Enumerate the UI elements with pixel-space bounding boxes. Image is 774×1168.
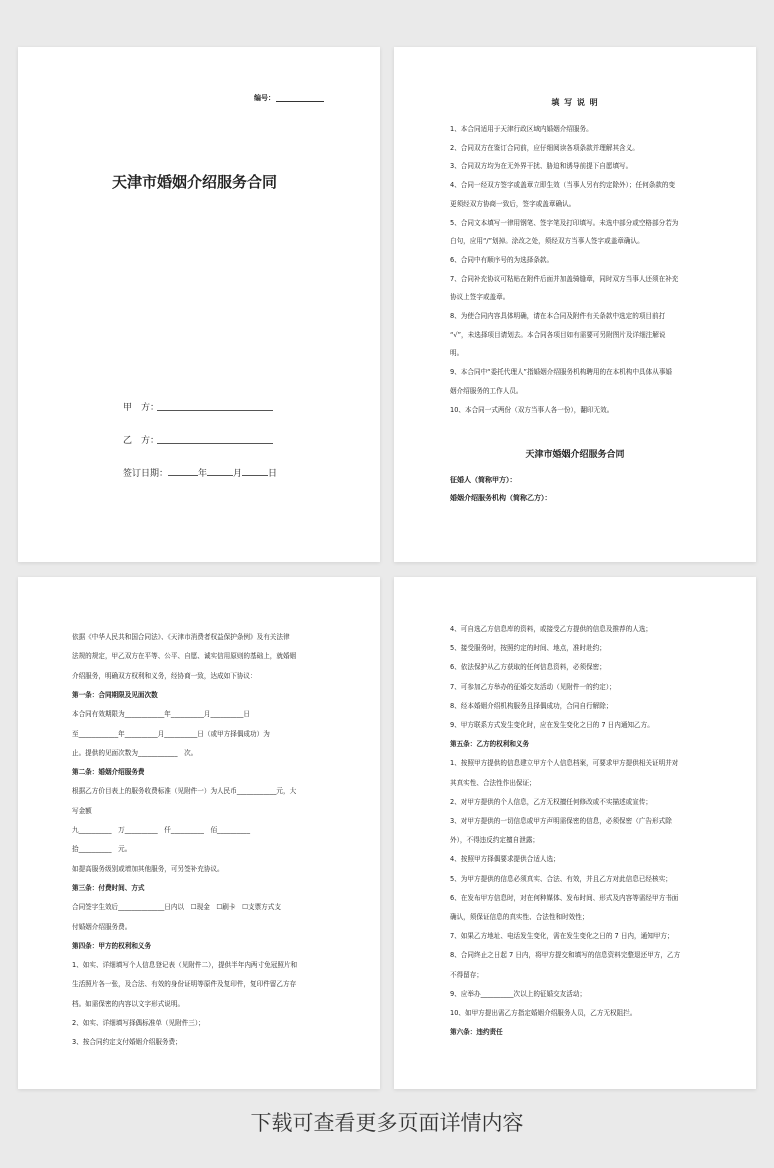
- text-line: 4、按照甲方择偶要求提供合适人选；: [450, 855, 560, 864]
- text-line: 姻介绍服务的工作人员。: [450, 386, 523, 395]
- party-b-line: [157, 443, 273, 444]
- text-line: 4、合同一经双方签字或盖章立即生效（当事人另有约定除外）；任何条款的变: [450, 181, 676, 190]
- instructions-heading: 填 写 说 明: [551, 98, 599, 107]
- text-line: 生活照片各一张，及合法、有效的身份证明等原件及复印件，复印件留乙方存: [72, 980, 297, 989]
- text-line: “√”，未选择项目请划去。本合同各项目如有需要可另附图片及详细注解说: [450, 330, 666, 339]
- text-line: 付婚姻介绍服务费。: [72, 922, 132, 931]
- text-line: 1、如实、详细填写个人信息登记表（见附件二），提供半年内两寸免冠照片和: [72, 961, 298, 970]
- text-line: 根据乙方价目表上的服务收费标准（见附件一）为人民币____________元，大: [72, 787, 297, 796]
- text-line: 其真实性、合法性作出保证；: [450, 778, 536, 787]
- text-line: 8、经本婚姻介绍机构服务且择偶成功，合同自行解除；: [450, 701, 613, 710]
- text-line: 3、按合同约定支付婚姻介绍服务费；: [72, 1038, 182, 1047]
- page-terms-1: [18, 577, 380, 1089]
- text-line: 本合同有效期限为____________年__________月__________日: [72, 710, 251, 719]
- text-line: 不得留存；: [450, 970, 483, 979]
- text-line: 合同签字生效后______________日内以 ☐现金 ☐刷卡 ☐支票方式支: [72, 903, 281, 912]
- month-label: 月: [233, 469, 243, 479]
- year-label: 年: [198, 469, 208, 479]
- clause-heading: 第四条：甲方的权利和义务: [72, 941, 152, 950]
- text-line: 9、甲方联系方式发生变化时，应在发生变化之日的 7 日内通知乙方。: [450, 721, 654, 729]
- contract-number-label: 编号：: [254, 94, 275, 102]
- text-line: 3、对甲方提供的一切信息或甲方声明需保密的信息，必须保密（广告形式除: [450, 817, 672, 825]
- text-line: 4、可自选乙方信息库的资料，或接受乙方提供的信息及推荐的人选；: [450, 625, 653, 633]
- text-line: 7、如果乙方地址、电话发生变化，需在发生变化之日的 7 日内，通知甲方；: [450, 932, 674, 941]
- agency-label: 婚姻介绍服务机构（简称乙方）：: [450, 494, 552, 502]
- text-line: 9、本合同中“委托代理人”指婚姻介绍服务机构聘用的在本机构中具体从事婚: [450, 368, 673, 377]
- page-terms-2: [394, 577, 756, 1089]
- text-line: 8、为使合同内容具体明确，请在本合同及附件有关条款中选定的项目前打: [450, 312, 666, 320]
- text-line: 6、合同中有顺序号的为选择条款。: [450, 255, 554, 264]
- sign-date-label: 签订日期：: [123, 469, 169, 479]
- contract-number-line: [276, 101, 324, 102]
- clause-heading: 第六条：违约责任: [450, 1028, 503, 1037]
- text-line: 6、依法保护从乙方获取的任何信息资料，必须保密；: [450, 663, 606, 672]
- sign-date: [123, 466, 277, 479]
- text-line: 依据《中华人民共和国合同法》、《天津市消费者权益保护条例》及有关法律: [72, 633, 290, 641]
- text-line: 外），不得违反约定擅自泄露；: [450, 836, 540, 845]
- text-line: 10、本合同一式两份（双方当事人各一份），翻印无效。: [450, 405, 614, 414]
- text-line: 5、接受服务时，按照约定的时间、地点，准时赴约；: [450, 644, 606, 653]
- clause-heading: 第二条：婚姻介绍服务费: [72, 768, 145, 777]
- text-line: 介绍服务，明确双方权利和义务，经协商一致，达成如下协议：: [72, 671, 257, 680]
- text-line: 确认，须保证信息的真实性、合法性和时效性；: [450, 913, 589, 921]
- text-line: 1、本合同适用于天津行政区域内婚姻介绍服务。: [450, 125, 593, 133]
- text-line: 2、如实、详细填写择偶标准单（见附件三）；: [72, 1019, 205, 1027]
- day-label: 日: [268, 469, 278, 479]
- party-a-label: 甲 方：: [123, 403, 160, 413]
- text-line: 协议上签字或盖章。: [450, 293, 510, 302]
- text-line: 7、合同补充协议可粘贴在附件后面并加盖骑缝章，同时双方当事人还须在补充: [450, 274, 679, 283]
- party-a-line: [157, 410, 273, 411]
- contract-title: 天津市婚姻介绍服务合同: [525, 450, 625, 460]
- clause-heading: 第一条：合同期限及见面次数: [72, 690, 158, 699]
- text-line: 法规的规定，甲乙双方在平等、公平、自愿、诚实信用原则的基础上，就婚姻: [72, 652, 297, 661]
- text-line: 档。如需保密的内容以文字形式说明。: [72, 999, 185, 1008]
- text-line: 5、合同文本填写一律用钢笔、签字笔及打印填写。未选中部分或空格部分若为: [450, 218, 679, 227]
- text-line: 更须经双方协商一致后，签字或盖章确认。: [450, 199, 576, 208]
- download-more-notice: 下载可查看更多页面详情内容: [250, 1111, 524, 1135]
- text-line: 9、应举办__________次以上的征婚交友活动；: [450, 989, 587, 998]
- text-line: 3、合同双方均为在无外界干扰、胁迫和诱导前提下自愿填写。: [450, 162, 633, 171]
- text-line: 8、合同终止之日起 7 日内，将甲方提交和填写的信息资料完整退还甲方，乙方: [450, 951, 681, 960]
- page-cover: [18, 47, 380, 562]
- text-line: 2、合同双方在鉴订合同前，应仔细阅读各项条款并理解其含义。: [450, 143, 639, 152]
- text-line: 白句，应用“/”划掉。涂改之处，须经双方当事人签字或盖章确认。: [450, 237, 644, 246]
- text-line: 九__________ 万__________ 仟__________ 佰__________: [72, 826, 251, 834]
- cover-title: 天津市婚姻介绍服务合同: [112, 173, 278, 191]
- seeker-label: 征婚人（简称甲方）：: [450, 476, 517, 484]
- text-line: 止。提供的见面次数为____________ 次。: [72, 748, 198, 757]
- text-line: 10、如甲方提出需乙方指定婚姻介绍服务人员，乙方无权阻拦。: [450, 1009, 637, 1017]
- text-line: 明。: [450, 349, 464, 358]
- text-line: 6、在发布甲方信息时，对在何种媒体、发布时间、形式及内容等需经甲方书面: [450, 893, 679, 902]
- page-instructions: [394, 47, 756, 562]
- text-line: 拾__________ 元。: [72, 845, 132, 854]
- text-line: 1、按照甲方提供的信息建立甲方个人信息档案，可要求甲方提供相关证明并对: [450, 759, 679, 768]
- text-line: 7、可参加乙方举办的征婚交友活动（见附件一的约定）；: [450, 682, 616, 691]
- party-b-label: 乙 方：: [123, 436, 160, 446]
- text-line: 2、对甲方提供的个人信息，乙方无权擅任何修改或不实描述或宣传；: [450, 797, 653, 806]
- text-line: 5、为甲方提供的信息必须真实、合法、有效，并且乙方对此信息已经核实；: [450, 874, 672, 883]
- text-line: 写金额: [72, 806, 92, 815]
- text-line: 至____________年__________月__________日（或甲方择偶成功）为: [72, 729, 270, 738]
- text-line: 如提高服务级别或增加其他服务，可另签补充协议。: [72, 864, 224, 873]
- clause-heading: 第五条：乙方的权利和义务: [450, 740, 530, 749]
- clause-heading: 第三条：付费时间、方式: [72, 883, 145, 892]
